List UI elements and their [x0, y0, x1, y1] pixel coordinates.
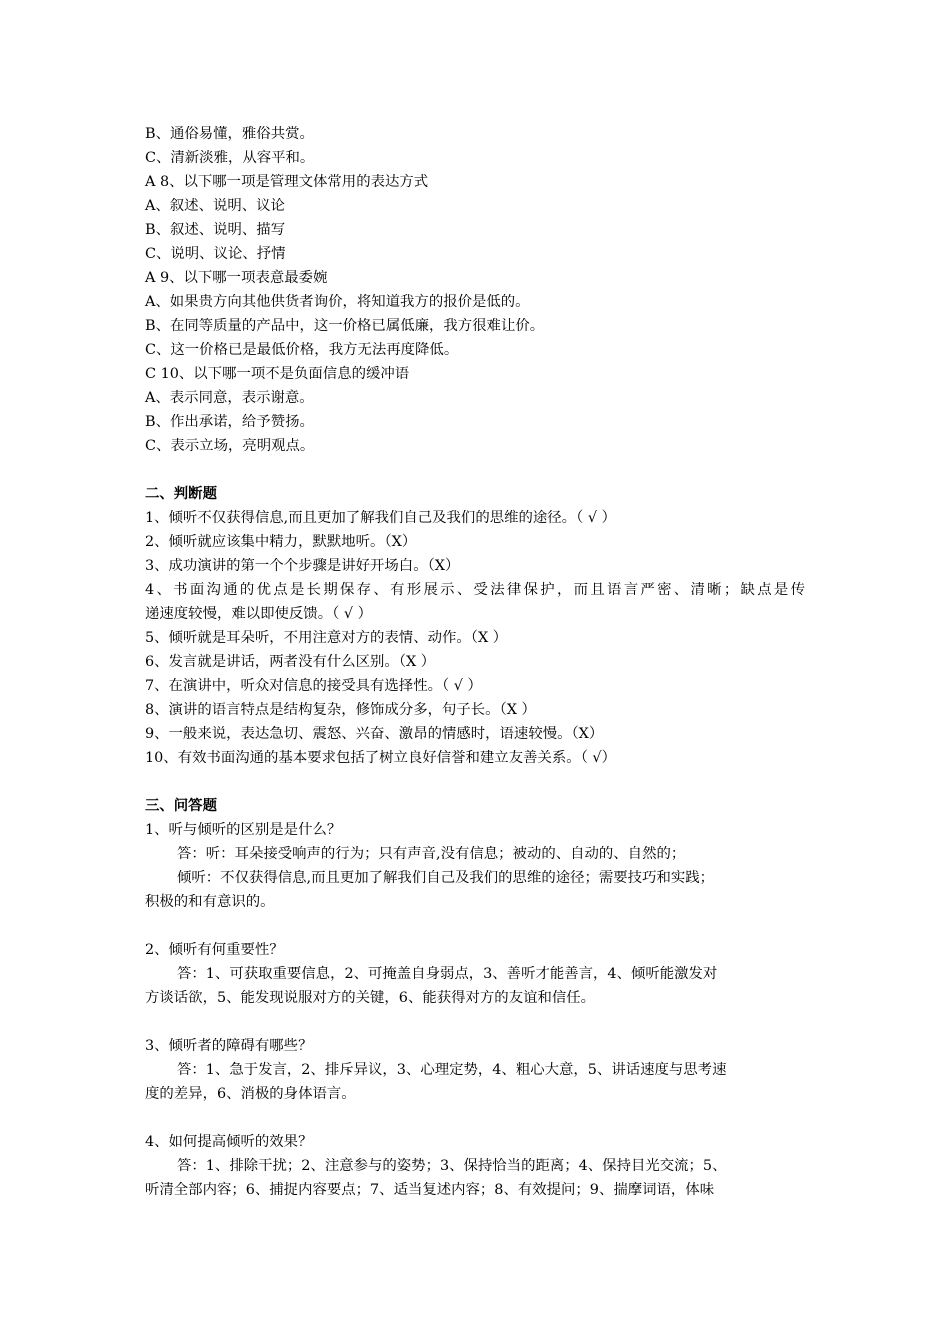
mc-question: C 10、以下哪一项不是负面信息的缓冲语	[145, 366, 410, 382]
tf-item: 5、倾听就是耳朵听，不用注意对方的表情、动作。（X ）	[145, 630, 508, 646]
section-heading-true-false: 二、判断题	[145, 485, 217, 502]
qa-question: 3、倾听者的障碍有哪些？	[145, 1038, 313, 1054]
qa-answer: 倾听：不仅获得信息,而且更加了解我们自己及我们的思维的途径；需要技巧和实践；	[177, 870, 715, 886]
qa-answer-continued: 听清全部内容；6、捕捉内容要点；7、适当复述内容；8、有效提问；9、揣摩词语，体味	[145, 1182, 715, 1198]
tf-item-continued: 递速度较慢，难以即使反馈。（ √ ）	[145, 606, 372, 622]
qa-answer: 答：1、急于发言，2、排斥异议，3、心理定势，4、粗心大意，5、讲话速度与思考速	[177, 1062, 727, 1078]
qa-answer: 答：1、可获取重要信息，2、可掩盖自身弱点，3、善听才能善言，4、倾听能激发对	[177, 966, 718, 982]
qa-answer-continued: 度的差异，6、消极的身体语言。	[145, 1086, 356, 1102]
mc-option: C、说明、议论、抒情	[145, 246, 286, 262]
tf-item: 7、在演讲中，听众对信息的接受具有选择性。（ √ ）	[145, 678, 482, 694]
mc-option: B、叙述、说明、描写	[145, 222, 286, 238]
mc-option: A、表示同意，表示谢意。	[145, 390, 314, 406]
qa-answer: 答：听：耳朵接受响声的行为；只有声音,没有信息；被动的、自动的、自然的；	[177, 846, 686, 862]
mc-option: B、作出承诺，给予赞扬。	[145, 414, 314, 430]
mc-option: C、清新淡雅，从容平和。	[145, 150, 315, 166]
qa-question: 4、如何提高倾听的效果？	[145, 1134, 313, 1150]
tf-item: 2、倾听就应该集中精力，默默地听。（X）	[145, 534, 417, 550]
mc-question: A 8、以下哪一项是管理文体常用的表达方式	[145, 174, 429, 190]
mc-option: C、表示立场，亮明观点。	[145, 438, 315, 454]
qa-answer-continued: 方谈话欲，5、能发现说服对方的关键，6、能获得对方的友谊和信任。	[145, 990, 596, 1006]
tf-item: 3、成功演讲的第一个个步骤是讲好开场白。（X）	[145, 558, 460, 574]
tf-item: 4、书面沟通的优点是长期保存、有形展示、受法律保护，而且语言严密、清晰；缺点是传	[145, 582, 805, 598]
tf-item: 10、有效书面沟通的基本要求包括了树立良好信誉和建立友善关系。（ √）	[145, 750, 616, 766]
section-heading-qa: 三、问答题	[145, 797, 217, 814]
tf-item: 6、发言就是讲话，两者没有什么区别。（X ）	[145, 654, 436, 670]
mc-option: B、在同等质量的产品中，这一价格已属低廉，我方很难让价。	[145, 318, 545, 334]
qa-answer: 答：1、排除干扰；2、注意参与的姿势；3、保持恰当的距离；4、保持目光交流；5、	[177, 1158, 727, 1174]
tf-item: 8、演讲的语言特点是结构复杂，修饰成分多，句子长。（X ）	[145, 702, 536, 718]
tf-item: 1、倾听不仅获得信息,而且更加了解我们自己及我们的思维的途径。（ √ ）	[145, 510, 616, 526]
mc-option: A、叙述、说明、议论	[145, 198, 285, 214]
qa-question: 2、倾听有何重要性？	[145, 942, 284, 958]
tf-item: 9、一般来说，表达急切、震怒、兴奋、激昂的情感时，语速较慢。（X）	[145, 726, 604, 742]
qa-question: 1、听与倾听的区别是是什么？	[145, 822, 342, 838]
mc-option: A、如果贵方向其他供货者询价，将知道我方的报价是低的。	[145, 294, 530, 310]
mc-option: B、通俗易懂，雅俗共赏。	[145, 126, 314, 142]
mc-option: C、这一价格已是最低价格，我方无法再度降低。	[145, 342, 459, 358]
mc-question: A 9、以下哪一项表意最委婉	[145, 270, 328, 286]
qa-answer-continued: 积极的和有意识的。	[145, 894, 275, 910]
